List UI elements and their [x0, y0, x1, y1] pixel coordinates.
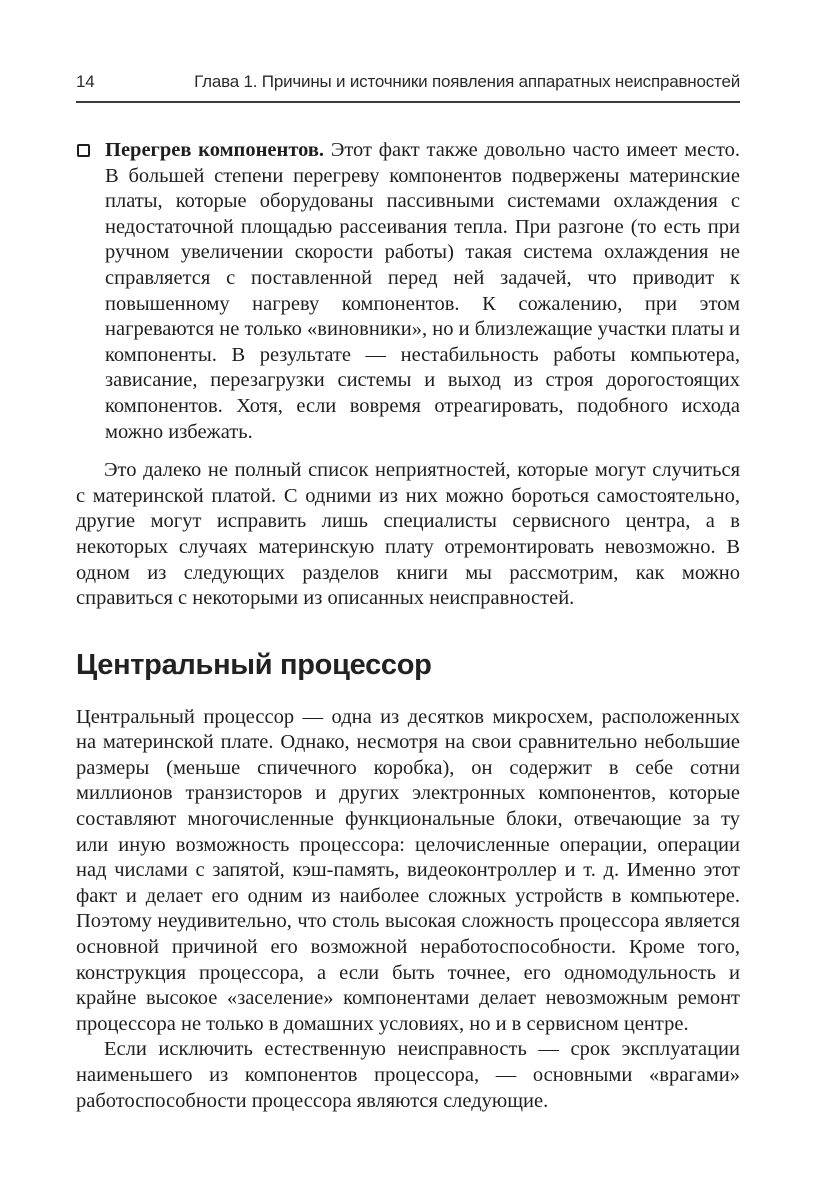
paragraph-cpu-intro: Центральный процессор — одна из десятков микросхем, расположенных на материнской плате. Однако, несмотря на свои сравнительно небольшие размеры (меньше спичечного коробка), он содержит в себе сотни миллионов транзисторов и других электронных компонентов, которые составляют многочисленные функциональные блоки, отвечающие за ту или иную возможность процессора: целочисленные операции, операции над числами с запятой, кэш-память, видеоконтроллер и т. д. Именно этот факт и делает его одним из наиболее сложных устройств в компьютере. Поэтому неудивительно, что столь высокая сложность процессора является основной причиной его возможной неработоспособности. Кроме того, конструкция процессора, а если быть точнее, его одномодульность и крайне высокое «заселение» компонентами делает невозможным ремонт процессора не только в домашних условиях, но и в сервисном центре. [76, 705, 740, 1035]
square-bullet-icon [77, 144, 90, 157]
list-item [76, 138, 740, 445]
page-header [76, 72, 740, 103]
paragraph-motherboard-summary: Это далеко не полный список неприятностей, которые могут случиться с материнской платой. С одними из них можно бороться самостоятельно, другие могут исправить лишь специалисты сервисного центра, а в некоторых случаях материнскую плату отремонтировать невозможно. В одном из следующих разделов книги мы рассмотрим, как можно справиться с некоторыми из описанных неисправностей. [76, 459, 740, 610]
section-heading: Центральный процессор [76, 648, 432, 681]
list-item-body: Этот факт также довольно часто имеет место. В большей степени перегреву компонентов подвержены материнские платы, которые оборудованы пассивными системами охлаждения с недостаточной площадью рассеивания тепла. При разгоне (то есть при ручном увеличении скорости работы) такая система охлаждения не справляется с поставленной перед ней задачей, что приводит к повышенному нагреву компонентов. К сожалению, при этом нагреваются не только «виновники», но и близлежащие участки платы и компоненты. В результате — нестабильность работы компьютера, зависание, перезагрузки системы и выход из строя дорогостоящих компонентов. Хотя, если вовремя отреагировать, подобного исхода можно избежать. [105, 139, 741, 443]
bullet-list [76, 138, 740, 445]
page-content [76, 72, 740, 1114]
running-title: Глава 1. Причины и источники появления аппаратных неисправностей [194, 72, 740, 91]
list-item-term: Перегрев компонентов. [105, 139, 325, 161]
paragraph-cpu-enemies: Если исключить естественную неисправность — срок эксплуатации наименьшего из компонентов процессора, — основными «врагами» работоспособности процессора являются следующие. [76, 1038, 740, 1112]
page-number: 14 [76, 72, 95, 91]
